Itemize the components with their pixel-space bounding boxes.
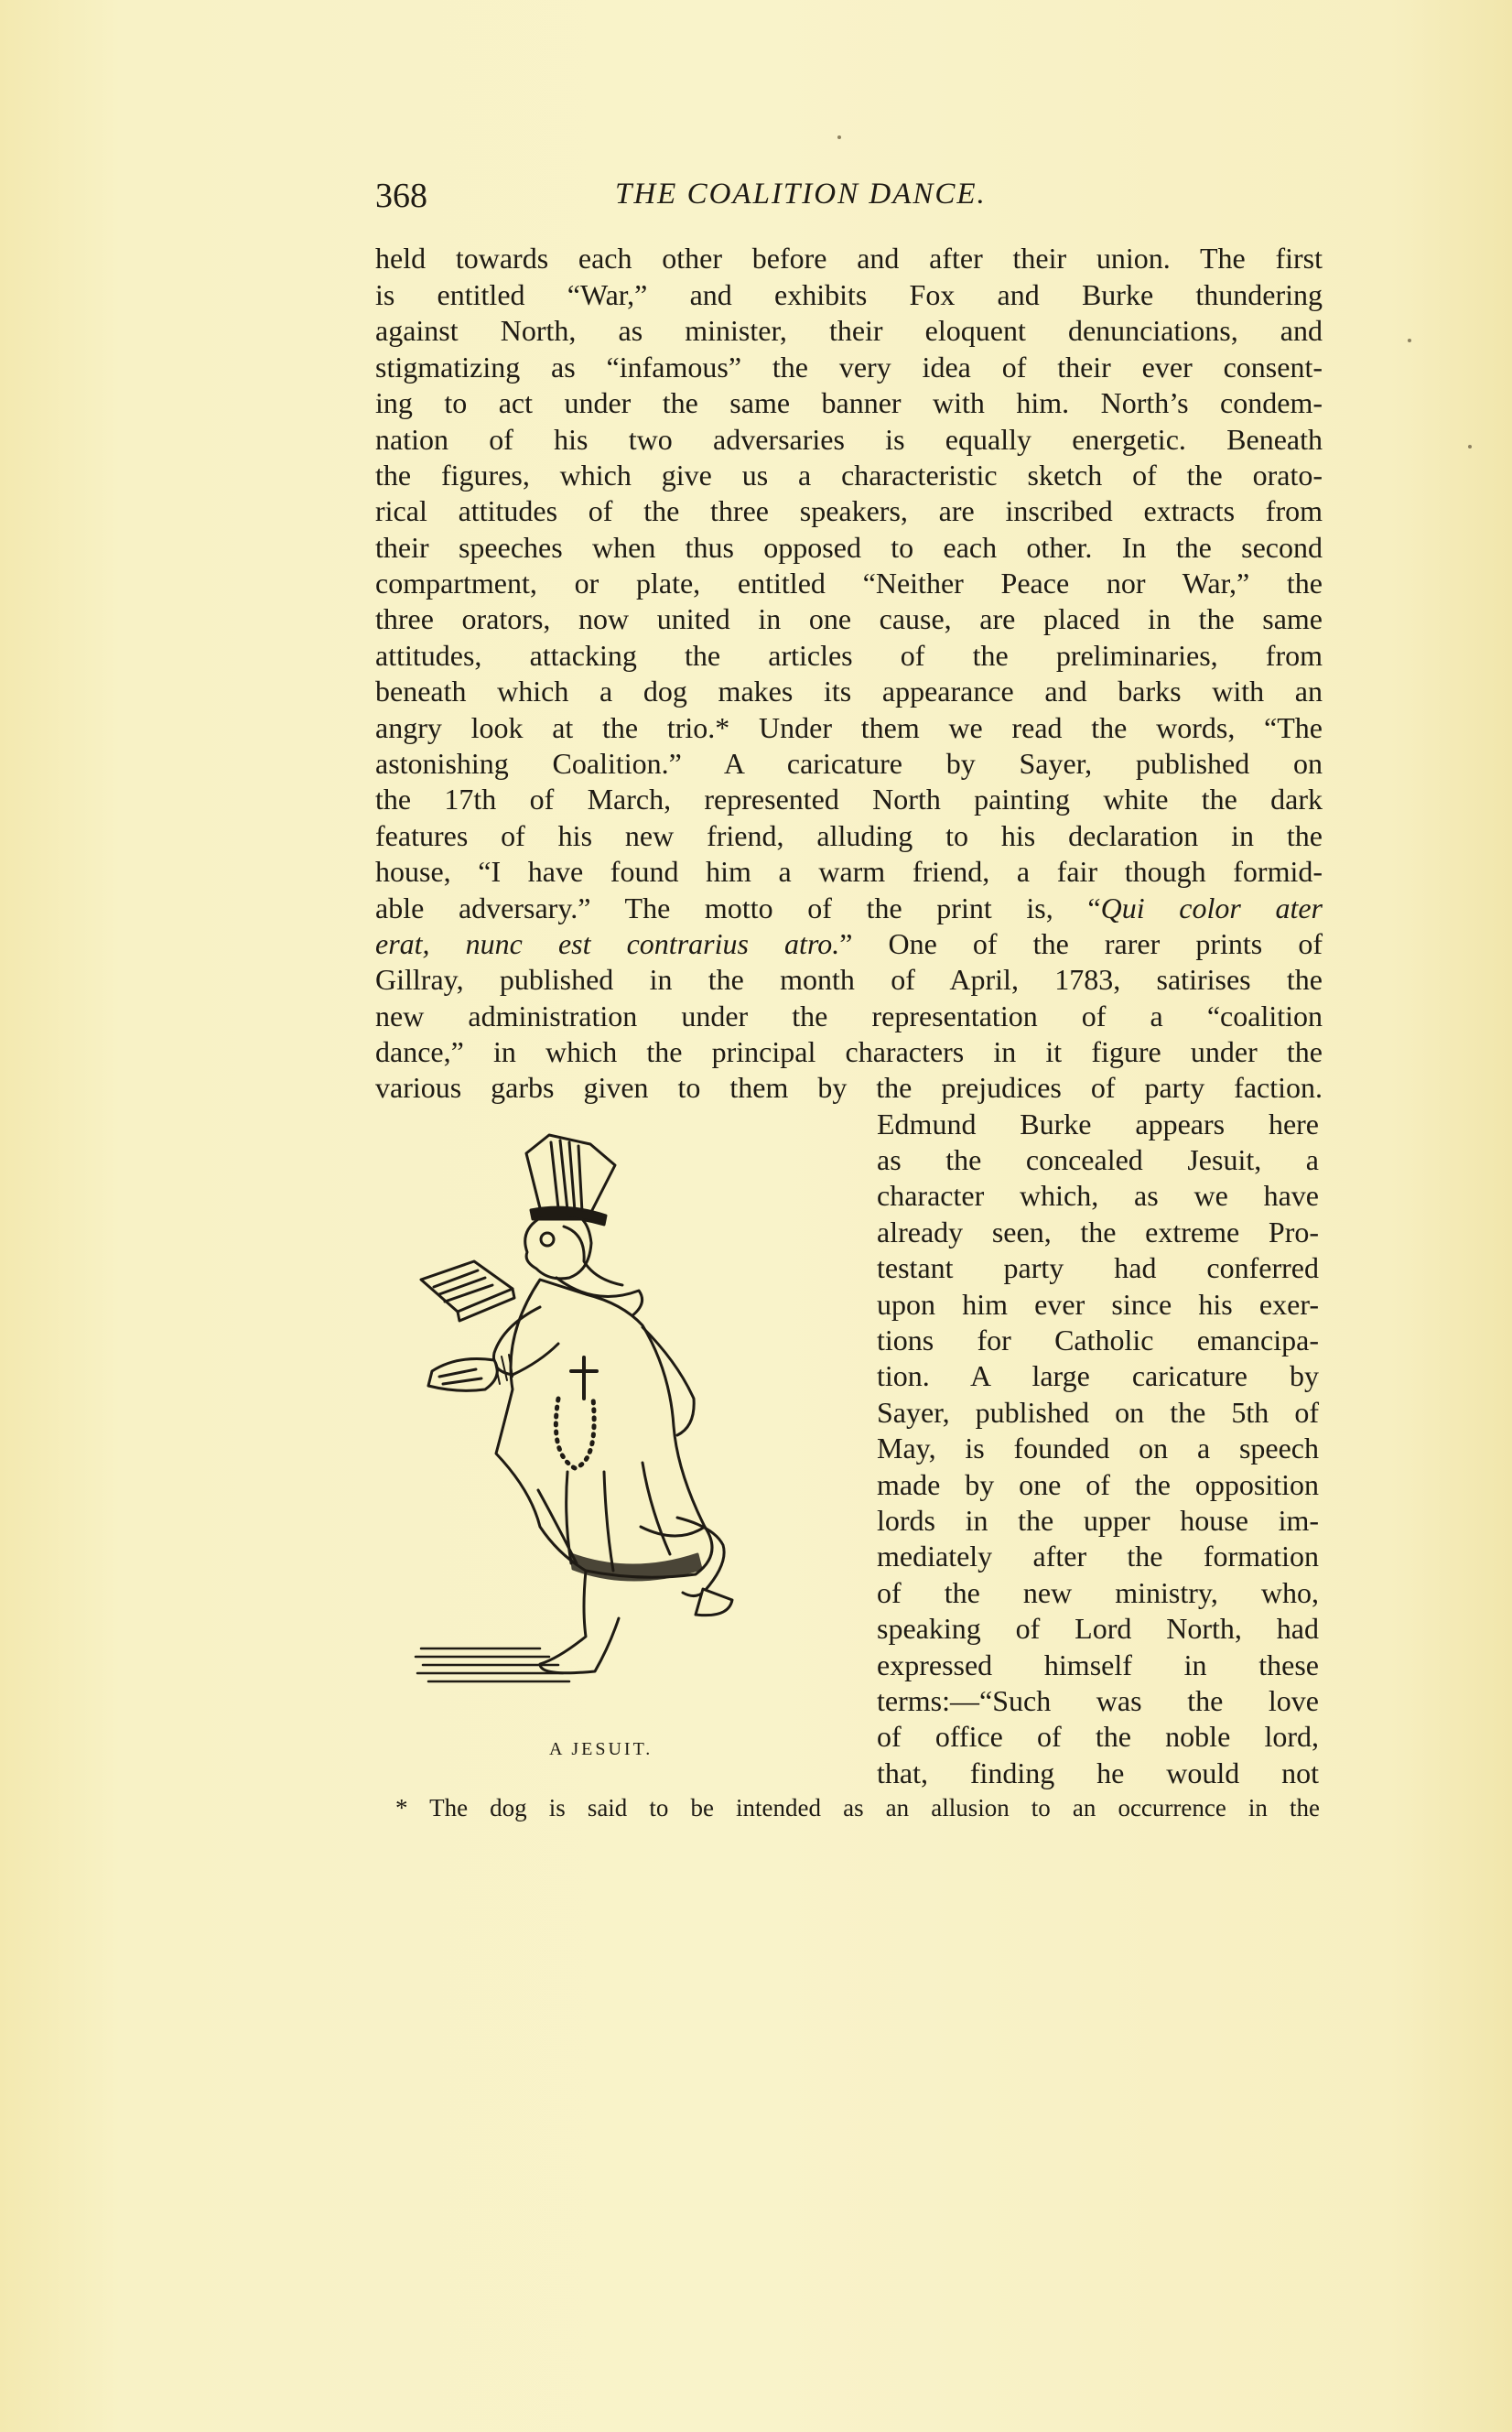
body-line: attitudes, attacking the articles of the preliminaries, from (375, 639, 1323, 672)
running-title: THE COALITION DANCE. (615, 178, 987, 211)
body-text: able adversary.” The motto of the print is, “ (375, 892, 1101, 924)
body-line: Gillray, published in the month of April, 1783, satirises the (375, 963, 1323, 996)
column-line: Sayer, published on the 5th of (877, 1396, 1319, 1429)
column-line: May, is founded on a speech (877, 1432, 1319, 1465)
body-line: rical attitudes of the three speakers, are inscribed extracts from (375, 494, 1323, 527)
body-line: held towards each other before and after their union. The first (375, 242, 1323, 275)
body-line: the figures, which give us a characteristic sketch of the orato- (375, 459, 1323, 492)
column-line: as the concealed Jesuit, a (877, 1143, 1319, 1176)
column-line: of the new ministry, who, (877, 1576, 1319, 1609)
paper-speck (837, 135, 841, 139)
column-line: that, finding he would not (877, 1756, 1319, 1789)
jesuit-illustration (403, 1124, 842, 1728)
body-line: beneath which a dog makes its appearance and barks with an (375, 675, 1323, 708)
column-line: of office of the noble lord, (877, 1720, 1319, 1753)
column-line: already seen, the extreme Pro- (877, 1216, 1319, 1248)
body-line: is entitled “War,” and exhibits Fox and Burke thundering (375, 278, 1323, 311)
paper-speck (1468, 445, 1472, 449)
page-number: 368 (375, 177, 427, 215)
column-line: upon him ever since his exer- (877, 1288, 1319, 1321)
jesuit-illustration-icon (403, 1124, 842, 1692)
body-line: new administration under the representation of a “coalition (375, 1000, 1323, 1032)
figure-caption: A JESUIT. (549, 1739, 653, 1759)
body-line: the 17th of March, represented North painting white the dark (375, 783, 1323, 816)
column-line: expressed himself in these (877, 1648, 1319, 1681)
body-line: house, “I have found him a warm friend, a fair though formid- (375, 855, 1323, 888)
body-line: nation of his two adversaries is equally energetic. Beneath (375, 423, 1323, 456)
body-line: angry look at the trio.* Under them we read the words, “The (375, 711, 1323, 744)
body-line: three orators, now united in one cause, are placed in the same (375, 602, 1323, 635)
column-line: terms:—“Such was the love (877, 1684, 1319, 1717)
column-line: tion. A large caricature by (877, 1359, 1319, 1392)
body-text: ” One of the rarer prints of (839, 927, 1323, 960)
body-line: stigmatizing as “infamous” the very idea of their ever consent- (375, 351, 1323, 384)
body-line: compartment, or plate, entitled “Neither Peace nor War,” the (375, 567, 1323, 600)
latin-motto: erat, nunc est contrarius atro. (375, 927, 840, 960)
latin-motto: Qui color ater (1100, 892, 1323, 924)
column-line: Edmund Burke appears here (877, 1108, 1319, 1140)
page-header (375, 176, 1323, 222)
body-line (375, 890, 1323, 926)
column-line: character which, as we have (877, 1179, 1319, 1212)
body-line: astonishing Coalition.” A caricature by Sayer, published on (375, 747, 1323, 780)
paper-speck (1408, 339, 1411, 342)
column-line: tions for Catholic emancipa- (877, 1324, 1319, 1357)
body-line (375, 925, 1323, 962)
body-line: against North, as minister, their eloquent denunciations, and (375, 314, 1323, 347)
body-line: features of his new friend, alluding to his declaration in the (375, 819, 1323, 852)
column-line: speaking of Lord North, had (877, 1612, 1319, 1645)
body-line: their speeches when thus opposed to each other. In the second (375, 531, 1323, 564)
body-line: dance,” in which the principal characters in it figure under the (375, 1035, 1323, 1068)
column-line: testant party had conferred (877, 1251, 1319, 1284)
column-line: made by one of the opposition (877, 1468, 1319, 1501)
body-line: various garbs given to them by the prejudices of party faction. (375, 1071, 1323, 1104)
column-line: lords in the upper house im- (877, 1504, 1319, 1537)
motion-lines (416, 1648, 569, 1681)
column-line: mediately after the formation (877, 1540, 1319, 1573)
footnote: * The dog is said to be intended as an allusion to an occurrence in the (395, 1794, 1320, 1821)
body-line: ing to act under the same banner with him. North’s condem- (375, 386, 1323, 419)
